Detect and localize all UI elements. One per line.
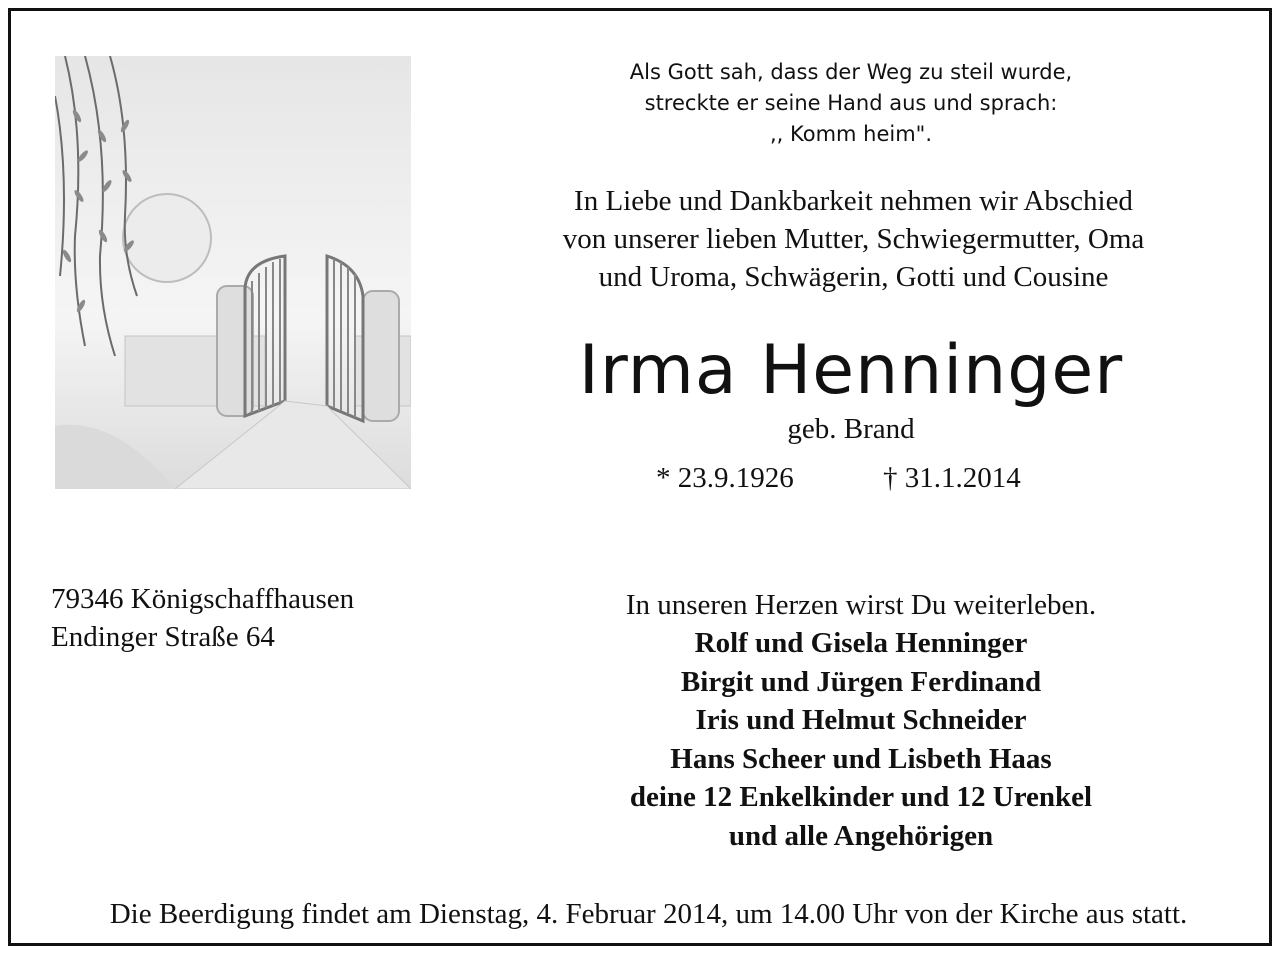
gate-drawing [55, 56, 411, 489]
gate-illustration [55, 56, 411, 489]
intro-text [481, 182, 1226, 296]
mourner-line: und alle Angehörigen [728, 819, 994, 852]
motto-line-1: Als Gott sah, dass der Weg zu steil wurde, [629, 60, 1073, 84]
mourner-line: Hans Scheer und Lisbeth Haas [670, 742, 1052, 775]
motto-line-3: ,, Komm heim". [769, 122, 933, 146]
motto-line-2: streckte er seine Hand aus und sprach: [644, 91, 1058, 115]
intro-line-2: von unserer lieben Mutter, Schwiegermutter, Oma [562, 223, 1145, 255]
deceased-name: Irma Henninger [578, 331, 1124, 410]
motto-verse [551, 57, 1151, 150]
obituary-frame [8, 8, 1272, 946]
address-line-2: Endinger Straße 64 [51, 621, 275, 653]
mourner-line: Birgit und Jürgen Ferdinand [680, 665, 1042, 698]
closing-line: In unseren Herzen wirst Du weiterleben. [625, 589, 1097, 621]
intro-line-1: In Liebe und Dankbarkeit nehmen wir Abschied [574, 185, 1133, 217]
maiden-name: geb. Brand [787, 413, 915, 445]
mourner-line: Rolf und Gisela Henninger [694, 627, 1028, 659]
funeral-notice: Die Beerdigung findet am Dienstag, 4. Februar 2014, um 14.00 Uhr von der Kirche aus statt. [109, 898, 1188, 930]
death-date: † 31.1.2014 [883, 462, 1021, 494]
mourner-line: deine 12 Enkelkinder und 12 Urenkel [629, 781, 1093, 813]
mourners-list [481, 624, 1241, 855]
mourner-line: Iris und Helmut Schneider [695, 704, 1027, 736]
address-line-1: 79346 Königschaffhausen [51, 583, 355, 615]
birth-date: * 23.9.1926 [656, 462, 794, 494]
address-block [51, 580, 354, 656]
intro-line-3: und Uroma, Schwägerin, Gotti und Cousine [598, 261, 1109, 293]
